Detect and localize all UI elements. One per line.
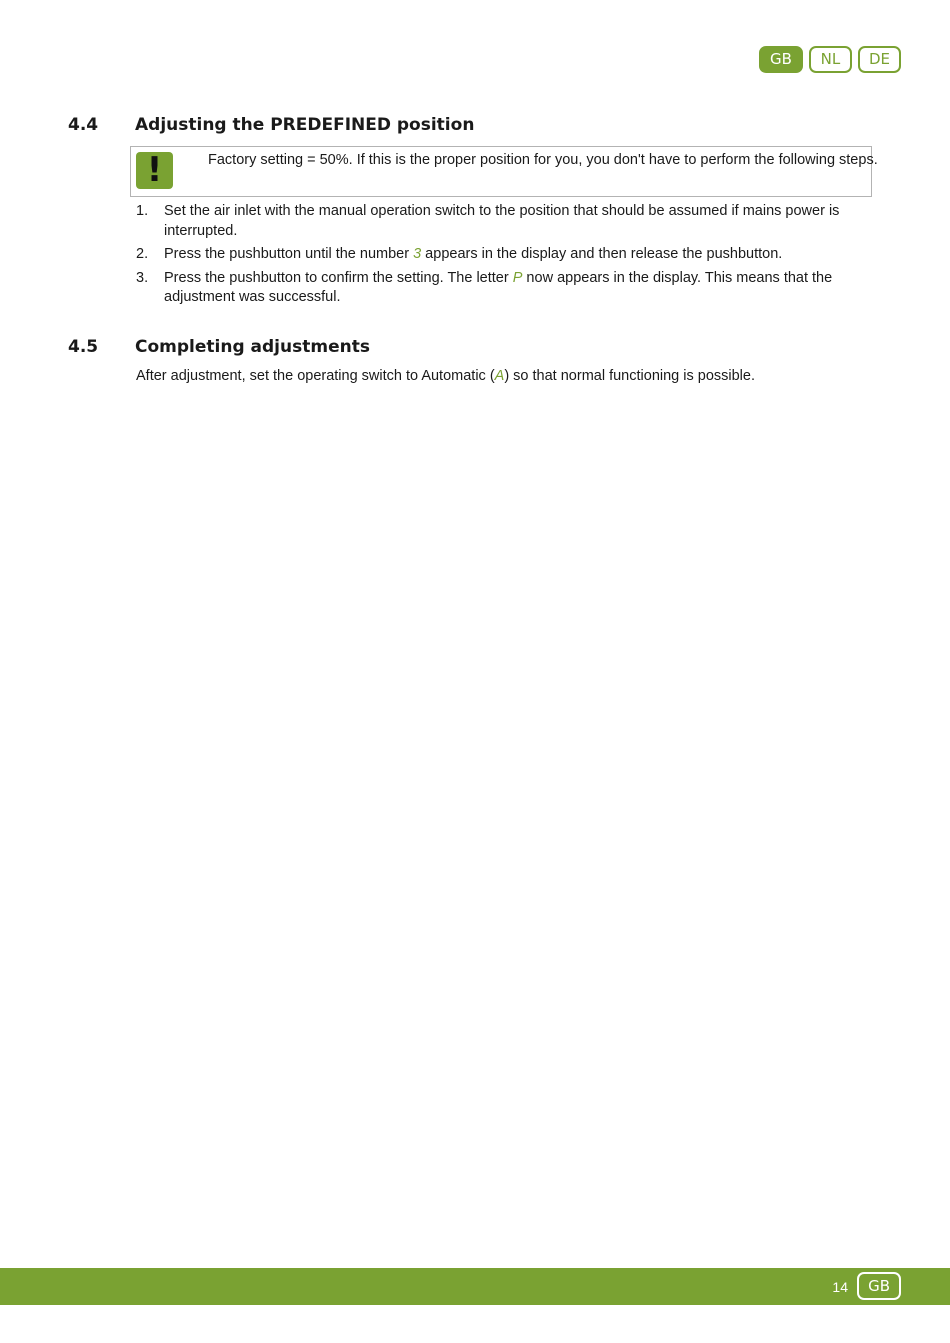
- footer-bar: [0, 1268, 950, 1305]
- adjustment-steps-list: [136, 202, 856, 312]
- language-tab-de[interactable]: DE: [858, 46, 901, 73]
- page-number: 14: [832, 1279, 848, 1295]
- step-text-start: Press the pushbutton until the number: [164, 246, 414, 262]
- language-tab-nl[interactable]: NL: [809, 46, 852, 73]
- automatic-mode-highlight: A: [494, 368, 505, 384]
- paragraph-text-end: ) so that normal functioning is possible.: [504, 368, 755, 384]
- step-text-end: appears in the display and then release the pushbutton.: [421, 246, 783, 262]
- display-letter-highlight: P: [512, 269, 523, 286]
- language-tab-gb[interactable]: GB: [759, 46, 803, 73]
- step-number: 2.: [136, 246, 149, 262]
- exclamation-warning-icon: !: [136, 152, 173, 189]
- section-title: Completing adjustments: [135, 337, 370, 357]
- list-item: [136, 269, 856, 308]
- footer-language-badge: GB: [857, 1272, 901, 1300]
- step-number: 3.: [136, 269, 149, 286]
- list-item: [136, 245, 856, 265]
- section-number: 4.5: [68, 337, 99, 357]
- list-item: [136, 202, 856, 241]
- display-number-highlight: 3: [413, 246, 422, 262]
- step-text: Set the air inlet with the manual operation switch to the position that should be assumed if mains power is interrupted.: [164, 203, 840, 239]
- section-number: 4.4: [68, 115, 99, 135]
- language-selector: [759, 46, 901, 73]
- step-text-end: now appears in the display. This means that the adjustment was successful.: [164, 269, 833, 305]
- paragraph-text-start: After adjustment, set the operating switch to Automatic (: [136, 368, 495, 384]
- completing-adjustments-text: [136, 368, 755, 384]
- step-text-start: Press the pushbutton to confirm the setting. The letter: [164, 269, 513, 286]
- section-title: Adjusting the PREDEFINED position: [135, 115, 475, 135]
- notice-text: Factory setting = 50%. If this is the proper position for you, you don't have to perform the following steps.: [208, 152, 878, 168]
- factory-setting-notice: [130, 146, 878, 197]
- step-number: 1.: [136, 203, 149, 219]
